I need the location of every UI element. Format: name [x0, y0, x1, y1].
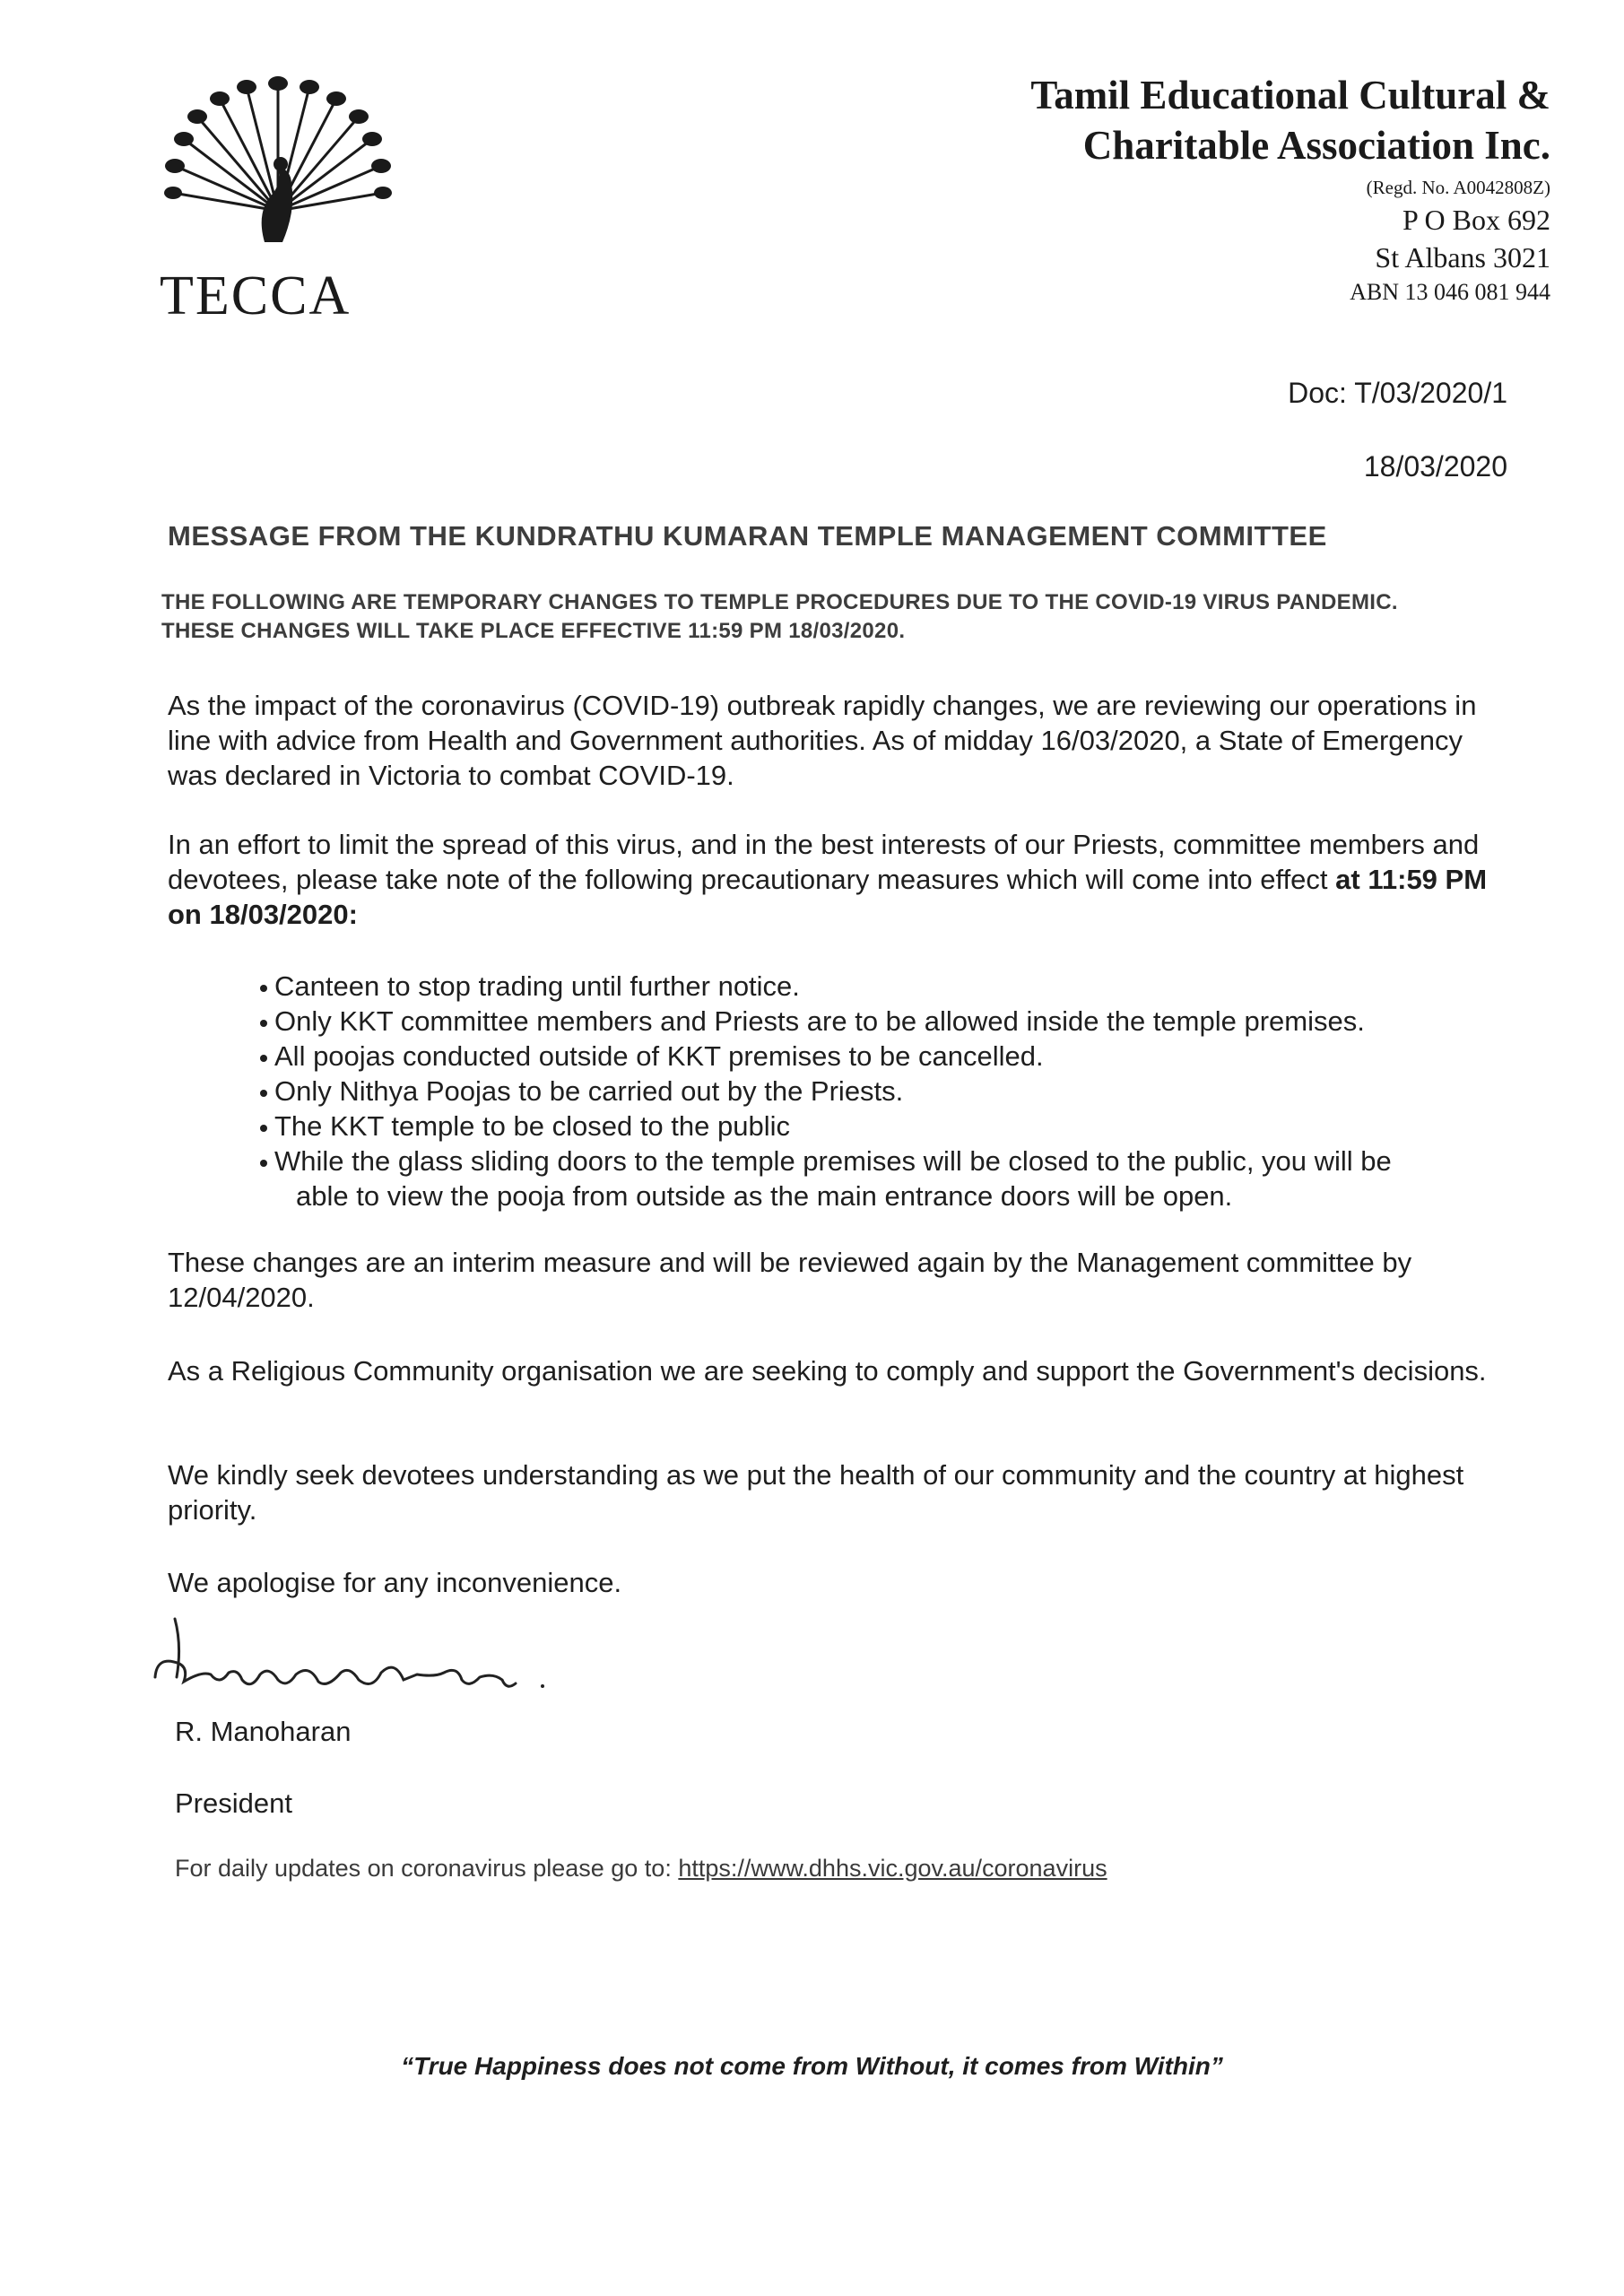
- paragraph-measures-text: In an effort to limit the spread of this virus, and in the best interests of our Priests, committee members and devotees, please take note of the following precautionary measures which will come into effect: [168, 829, 1480, 895]
- footer-motto: “True Happiness does not come from Without, it comes from Within”: [401, 2052, 1223, 2080]
- bullet-icon: [260, 1125, 267, 1132]
- updates-text: For daily updates on coronavirus please go to:: [175, 1855, 672, 1882]
- dhhs-coronavirus-link[interactable]: https://www.dhhs.vic.gov.au/coronavirus: [678, 1855, 1107, 1882]
- paragraph-comply: As a Religious Community organisation we are seeking to comply and support the Government's decisions.: [168, 1355, 1487, 1387]
- message-subheading: THE FOLLOWING ARE TEMPORARY CHANGES TO TEMPLE PROCEDURES DUE TO THE COVID-19 VIRUS PANDEMIC. THESE CHANGES WILL TAKE PLACE EFFECTIVE 11:59 PM 18/03/2020.: [161, 590, 1398, 643]
- bullet-icon: [260, 1090, 267, 1097]
- bullet-icon: [260, 1055, 267, 1062]
- paragraph-measures: [168, 827, 1513, 932]
- message-heading: MESSAGE FROM THE KUNDRATHU KUMARAN TEMPLE MANAGEMENT COMMITTEE: [168, 520, 1327, 552]
- org-suburb: St Albans 3021: [1375, 241, 1550, 274]
- paragraph-interim: These changes are an interim measure and will be reviewed again by the Management committee by 12/04/2020.: [168, 1247, 1412, 1313]
- list-item: The KKT temple to be closed to the public: [260, 1109, 1515, 1144]
- bullet-icon: [260, 985, 267, 992]
- bullet-icon: [260, 1020, 267, 1027]
- paragraph-measures-effective: at 11:59 PM on 18/03/2020:: [168, 864, 1488, 930]
- bullet-icon: [260, 1160, 267, 1167]
- list-item: Only Nithya Poojas to be carried out by the Priests.: [260, 1074, 1515, 1109]
- org-name-line1: Tamil Educational Cultural &: [1030, 73, 1550, 117]
- tecca-peacock-logo: [148, 76, 408, 256]
- org-regd-number: (Regd. No. A0042808Z): [1366, 177, 1550, 198]
- org-name-line2: Charitable Association Inc.: [1082, 123, 1550, 168]
- signatory-name: R. Manoharan: [175, 1716, 352, 1747]
- list-item: All poojas conducted outside of KKT premises to be cancelled.: [260, 1039, 1515, 1074]
- list-item: Only KKT committee members and Priests are to be allowed inside the temple premises.: [260, 1004, 1515, 1039]
- paragraph-apology: We apologise for any inconvenience.: [168, 1567, 622, 1598]
- doc-reference: Doc: T/03/2020/1: [1288, 377, 1507, 409]
- signatory-title: President: [175, 1787, 292, 1819]
- updates-note: [175, 1855, 1107, 1883]
- signature: [148, 1610, 578, 1709]
- organisation-header: [1030, 70, 1550, 309]
- doc-date: 18/03/2020: [1363, 450, 1507, 483]
- org-abn: ABN 13 046 081 944: [1350, 279, 1550, 305]
- paragraph-understanding: We kindly seek devotees understanding as we put the health of our community and the country at highest priority.: [168, 1459, 1464, 1526]
- paragraph-impact: As the impact of the coronavirus (COVID-19) outbreak rapidly changes, we are reviewing our operations in line with advice from Health and Government authorities. As of midday 16/03/2020, a State of Emergency was declared in Victoria to combat COVID-19.: [168, 690, 1477, 791]
- logo-wordmark: TECCA: [160, 265, 352, 326]
- measures-list: [260, 969, 1515, 1213]
- list-item: While the glass sliding doors to the temple premises will be closed to the public, you will be able to view the pooja from outside as the main entrance doors will be open.: [260, 1144, 1515, 1213]
- list-item: Canteen to stop trading until further notice.: [260, 969, 1515, 1004]
- org-po-box: P O Box 692: [1402, 204, 1550, 236]
